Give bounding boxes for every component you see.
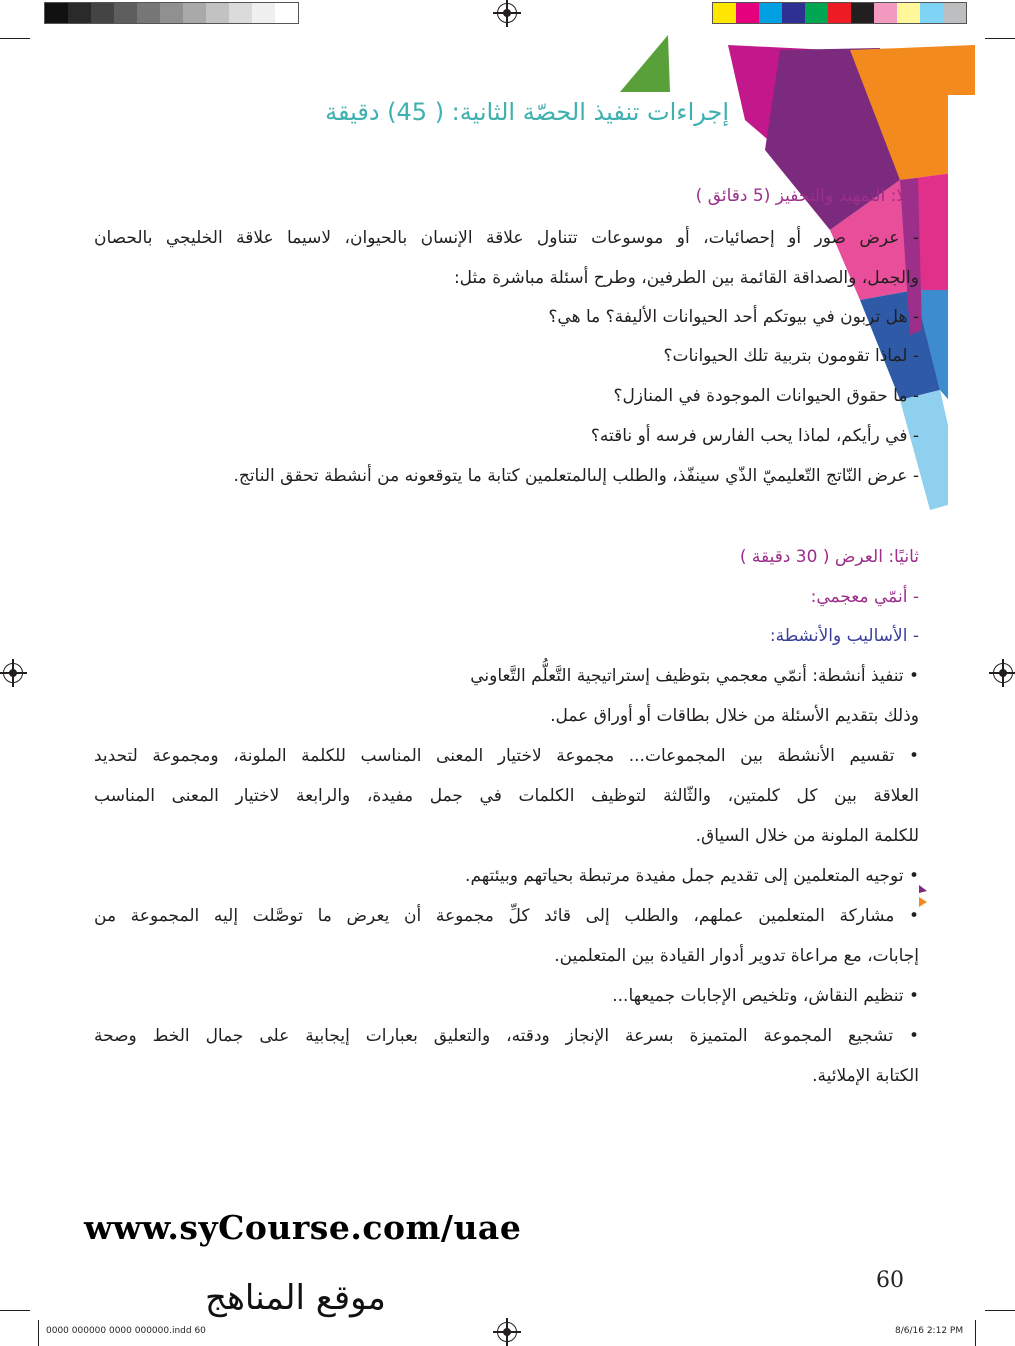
gray-calibration-bar bbox=[44, 2, 299, 24]
bullet-item: • تنفيذ أنشطة: أنمّي معجمي بتوظيف إستراتيجية التَّعلُّم التَّعاوني bbox=[470, 666, 919, 686]
color-swatch bbox=[713, 3, 736, 23]
paragraph-line: وذلك بتقديم الأسئلة من خلال بطاقات أو أوراق عمل. bbox=[550, 706, 919, 726]
list-item: - ما حقوق الحيوانات الموجودة في المنازل؟ bbox=[613, 386, 919, 406]
bullet-item: • تنظيم النقاش، وتلخيص الإجابات جميعها... bbox=[612, 986, 919, 1006]
color-swatch bbox=[759, 3, 782, 23]
paragraph-line: الكتابة الإملائية. bbox=[812, 1066, 919, 1086]
bullet-item: • مشاركة المتعلمين عملهم، والطلب إلى قائد كلِّ مجموعة أن يعرض ما توصَّلت إليه المجموعة من bbox=[94, 906, 919, 926]
white-edge-mask bbox=[948, 95, 1015, 545]
gray-swatch bbox=[183, 3, 206, 23]
gray-swatch bbox=[45, 3, 68, 23]
list-item: - في رأيكم، لماذا يحب الفارس فرسه أو ناقته؟ bbox=[590, 426, 919, 446]
list-item: - لماذا تقومون بتربية تلك الحيوانات؟ bbox=[663, 346, 919, 366]
section-heading-warmup: أولًا: التمهيد والتحفيز (5 دقائق ) bbox=[695, 186, 919, 206]
color-swatch bbox=[920, 3, 943, 23]
gray-swatch bbox=[252, 3, 275, 23]
color-swatch bbox=[736, 3, 759, 23]
color-swatch bbox=[874, 3, 897, 23]
color-swatch bbox=[805, 3, 828, 23]
gray-swatch bbox=[91, 3, 114, 23]
gray-swatch bbox=[114, 3, 137, 23]
registration-mark-top bbox=[497, 3, 517, 23]
bullet-item: • توجيه المتعلمين إلى تقديم جمل مفيدة مرتبطة بحياتهم وبيئتهم. bbox=[465, 866, 919, 886]
paragraph-line: والجمل، والصداقة القائمة بين الطرفين، وطرح أسئلة مباشرة مثل: bbox=[453, 268, 919, 288]
bullet-item: • تشجيع المجموعة المتميزة بسرعة الإنجاز ودقته، والتعليق بعبارات إيجابية على جمال الخط وصحة bbox=[94, 1026, 919, 1046]
bullet-item: • تقسيم الأنشطة بين المجموعات... مجموعة لاختيار المعنى المناسب للكلمة الملونة، ومجموعة لتحديد bbox=[94, 746, 919, 766]
crop-mark bbox=[985, 38, 1015, 39]
color-swatch bbox=[828, 3, 851, 23]
gray-swatch bbox=[137, 3, 160, 23]
page-title: إجراءات تنفيذ الحصّة الثانية: ( 45) دقيقة bbox=[325, 98, 729, 126]
color-calibration-bar bbox=[712, 2, 967, 24]
color-swatch bbox=[897, 3, 920, 23]
registration-mark-left bbox=[3, 663, 23, 683]
crop-mark bbox=[38, 1320, 39, 1346]
paragraph-line: إجابات، مع مراعاة تدوير أدوار القيادة بين المتعلمين. bbox=[554, 946, 919, 966]
crop-mark bbox=[0, 38, 30, 39]
list-item: - عرض النّاتج التّعليميّ الذّي سينفّذ، والطلب إلىالمتعلمين كتابة ما يتوقعونه من أنشطة تحقق الناتج. bbox=[233, 466, 919, 486]
page-number: 60 bbox=[876, 1268, 904, 1293]
section-heading-presentation: ثانيًا: العرض ( 30 دقيقة ) bbox=[739, 547, 919, 567]
gray-swatch bbox=[229, 3, 252, 23]
paragraph-line: العلاقة بين كل كلمتين، والثّالثة لتوظيف الكلمات في جمل مفيدة، والرابعة لاختيار المعنى المناسب bbox=[94, 786, 919, 806]
color-swatch bbox=[782, 3, 805, 23]
registration-mark-bottom bbox=[497, 1322, 517, 1342]
green-triangle bbox=[620, 35, 670, 92]
gray-swatch bbox=[275, 3, 298, 23]
color-swatch bbox=[943, 3, 966, 23]
website-url[interactable]: www.syCourse.com/uae bbox=[84, 1208, 522, 1247]
paragraph-line: - عرض صور أو إحصائيات، أو موسوعات تتناول علاقة الإنسان بالحيوان، لاسيما علاقة الخليجي بالحصان bbox=[94, 228, 919, 248]
gray-swatch bbox=[68, 3, 91, 23]
registration-mark-right bbox=[993, 663, 1013, 683]
gray-swatch bbox=[160, 3, 183, 23]
site-name: موقع المناهج bbox=[205, 1278, 386, 1318]
list-item: - هل تربون في بيوتكم أحد الحيوانات الأليفة؟ ما هي؟ bbox=[548, 307, 919, 327]
gray-swatch bbox=[206, 3, 229, 23]
crop-mark bbox=[985, 1310, 1015, 1311]
crop-mark bbox=[0, 1310, 30, 1311]
slug-filename: 0000 000000 0000 000000.indd 60 bbox=[46, 1326, 206, 1336]
paragraph-line: للكلمة الملونة من خلال السياق. bbox=[695, 826, 919, 846]
slug-date: 8/6/16 2:12 PM bbox=[895, 1326, 964, 1336]
subheading-vocabulary: - أنمّي معجمي: bbox=[810, 587, 919, 607]
crop-mark bbox=[975, 1320, 976, 1346]
subheading-activities: - الأساليب والأنشطة: bbox=[769, 626, 919, 646]
color-swatch bbox=[851, 3, 874, 23]
